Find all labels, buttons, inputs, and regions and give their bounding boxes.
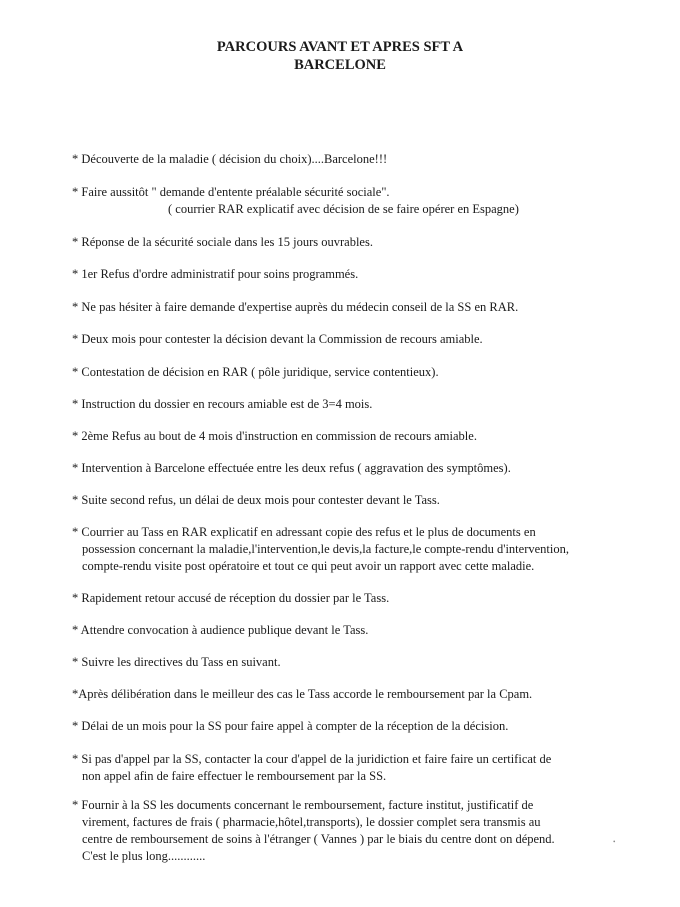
item-line: * Ne pas hésiter à faire demande d'expertise auprès du médecin conseil de la SS en RAR. [72,300,519,314]
title-line-1: PARCOURS AVANT ET APRES SFT A [216,39,464,55]
item-line: *Après délibération dans le meilleur des cas le Tass accorde le remboursement par la Cpam. [72,687,533,701]
item-line: * Si pas d'appel par la SS, contacter la cour d'appel de la juridiction et faire faire un certificat de [72,752,552,766]
item-line: * Deux mois pour contester la décision devant la Commission de recours amiable. [72,332,483,346]
item-line: C'est le plus long............ [82,849,206,863]
list-item [72,299,642,316]
list-item [72,492,642,509]
item-line: * Réponse de la sécurité sociale dans les 15 jours ouvrables. [72,235,373,249]
item-line: * Intervention à Barcelone effectuée entre les deux refus ( aggravation des symptômes). [72,461,511,475]
list-item [72,751,642,785]
document-title [0,38,680,74]
item-line: * Instruction du dossier en recours amiable est de 3=4 mois. [72,397,373,411]
list-item [72,654,642,671]
list-item [72,266,642,283]
item-line: virement, factures de frais ( pharmacie,hôtel,transports), le dossier complet sera transmis au [82,815,541,829]
item-line: centre de remboursement de soins à l'étranger ( Vannes ) par le biais du centre dont on dépend. [82,832,555,846]
list-item [72,184,642,218]
list-item [72,331,642,348]
list-item [72,686,642,703]
list-item [72,718,642,735]
item-line: * 1er Refus d'ordre administratif pour soins programmés. [72,267,359,281]
scan-speck: • [613,838,616,846]
item-line: * Fournir à la SS les documents concernant le remboursement, facture institut, justificatif de [72,798,534,812]
list-item [72,364,642,381]
list-item [72,797,642,865]
list-item [72,524,642,575]
item-line: * Attendre convocation à audience publique devant le Tass. [72,623,369,637]
item-line: * Courrier au Tass en RAR explicatif en adressant copie des refus et le plus de documents en [72,525,536,539]
list-item [72,428,642,445]
list-item [72,396,642,413]
item-line: * Faire aussitôt " demande d'entente préalable sécurité sociale". [72,185,390,199]
title-line-2: BARCELONE [294,57,386,73]
list-item [72,460,642,477]
item-line: ( courrier RAR explicatif avec décision de se faire opérer en Espagne) [168,202,519,216]
item-line: compte-rendu visite post opératoire et tout ce qui peut avoir un rapport avec cette maladie. [82,559,535,573]
list-item [72,622,642,639]
item-line: * Rapidement retour accusé de réception du dossier par le Tass. [72,591,390,605]
list-item [72,590,642,607]
item-line: possession concernant la maladie,l'intervention,le devis,la facture,le compte-rendu d'intervention, [82,542,569,556]
item-line: * Délai de un mois pour la SS pour faire appel à compter de la réception de la décision. [72,719,509,733]
item-line: * 2ème Refus au bout de 4 mois d'instruction en commission de recours amiable. [72,429,477,443]
item-line: * Contestation de décision en RAR ( pôle juridique, service contentieux). [72,365,439,379]
item-line: non appel afin de faire effectuer le remboursement par la SS. [82,769,387,783]
item-line: * Suivre les directives du Tass en suivant. [72,655,281,669]
list-item [72,151,642,168]
list-item [72,234,642,251]
item-line: * Suite second refus, un délai de deux mois pour contester devant le Tass. [72,493,440,507]
item-line: * Découverte de la maladie ( décision du choix)....Barcelone!!! [72,152,388,166]
